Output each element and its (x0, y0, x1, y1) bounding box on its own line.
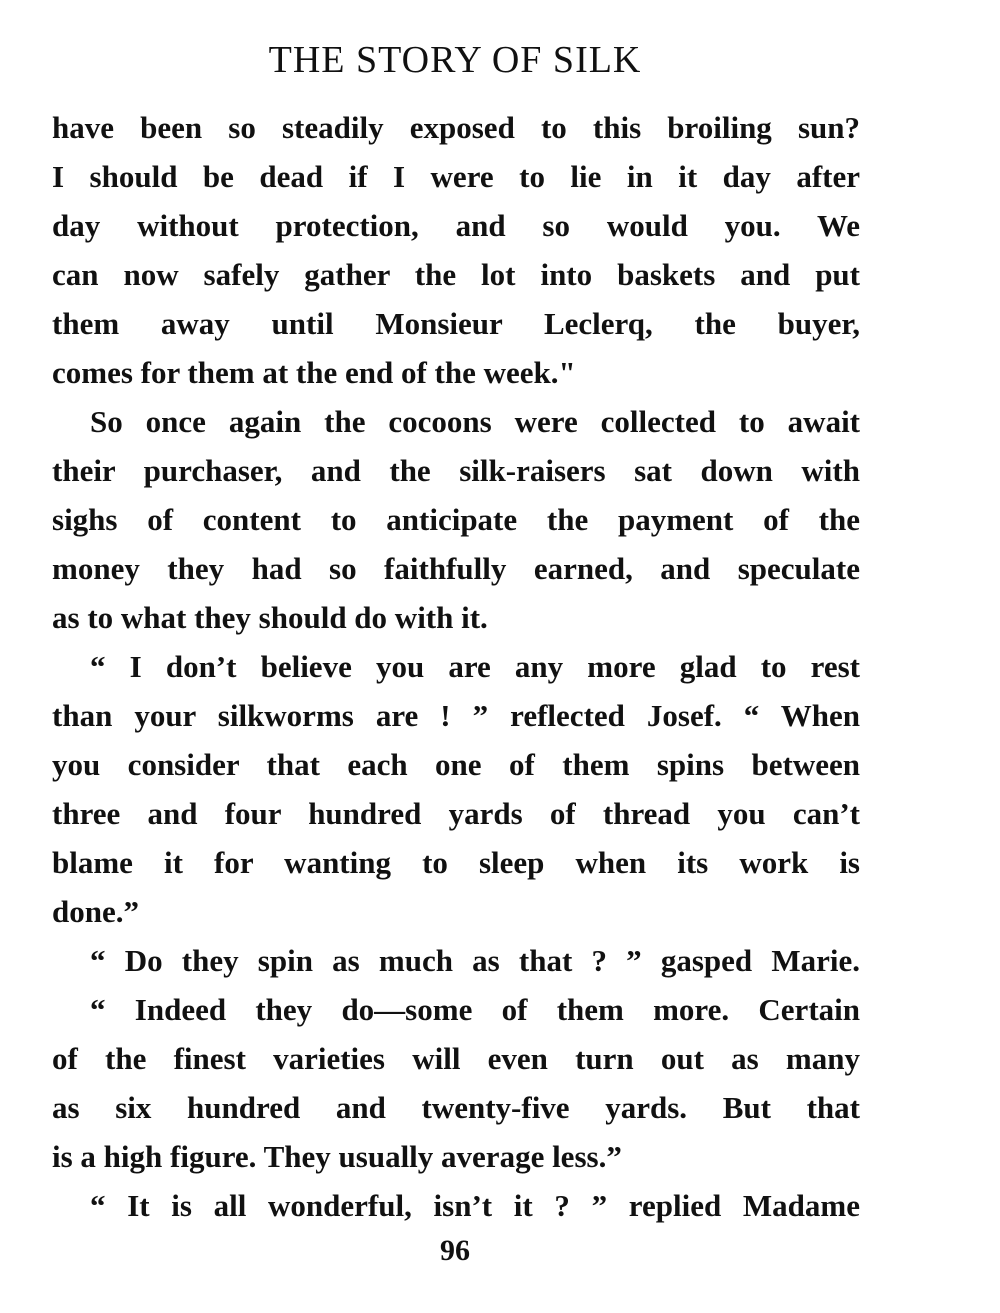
text-line: their purchaser, and the silk-raisers sat down with (52, 453, 860, 488)
text-line: day without protection, and so would you. We (52, 208, 860, 243)
text-line: blame it for wanting to sleep when its work is (52, 845, 860, 880)
text-line: them away until Monsieur Leclerq, the buyer, (52, 306, 860, 341)
paragraph-first-line: So once again the cocoons were collected to await (90, 404, 860, 439)
text-line: than your silkworms are ! ” reflected Josef. “ When (52, 698, 860, 733)
text-line: done.” (52, 894, 139, 929)
paragraph-first-line: “ Do they spin as much as that ? ” gasped Marie. (90, 943, 860, 978)
page-number: 96 (440, 1234, 470, 1267)
text-line: of the finest varieties will even turn out as many (52, 1041, 860, 1076)
text-line: have been so steadily exposed to this broiling sun? (52, 110, 860, 145)
paragraph-first-line: “ It is all wonderful, isn’t it ? ” replied Madame (90, 1188, 860, 1223)
paragraph-first-line: “ I don’t believe you are any more glad to rest (90, 649, 860, 684)
text-line: I should be dead if I were to lie in it day after (52, 159, 860, 194)
text-line: you consider that each one of them spins between (52, 747, 860, 782)
text-line: sighs of content to anticipate the payment of the (52, 502, 860, 537)
running-head: THE STORY OF SILK (268, 39, 642, 81)
text-line: as to what they should do with it. (52, 600, 488, 635)
text-line: can now safely gather the lot into baskets and put (52, 257, 860, 292)
text-line: is a high figure. They usually average less.” (52, 1139, 622, 1174)
text-line: comes for them at the end of the week." (52, 355, 576, 390)
text-line: three and four hundred yards of thread you can’t (52, 796, 860, 831)
paragraph-first-line: “ Indeed they do—some of them more. Certain (90, 992, 860, 1027)
text-line: as six hundred and twenty-five yards. But that (52, 1090, 860, 1125)
text-line: money they had so faithfully earned, and speculate (52, 551, 860, 586)
